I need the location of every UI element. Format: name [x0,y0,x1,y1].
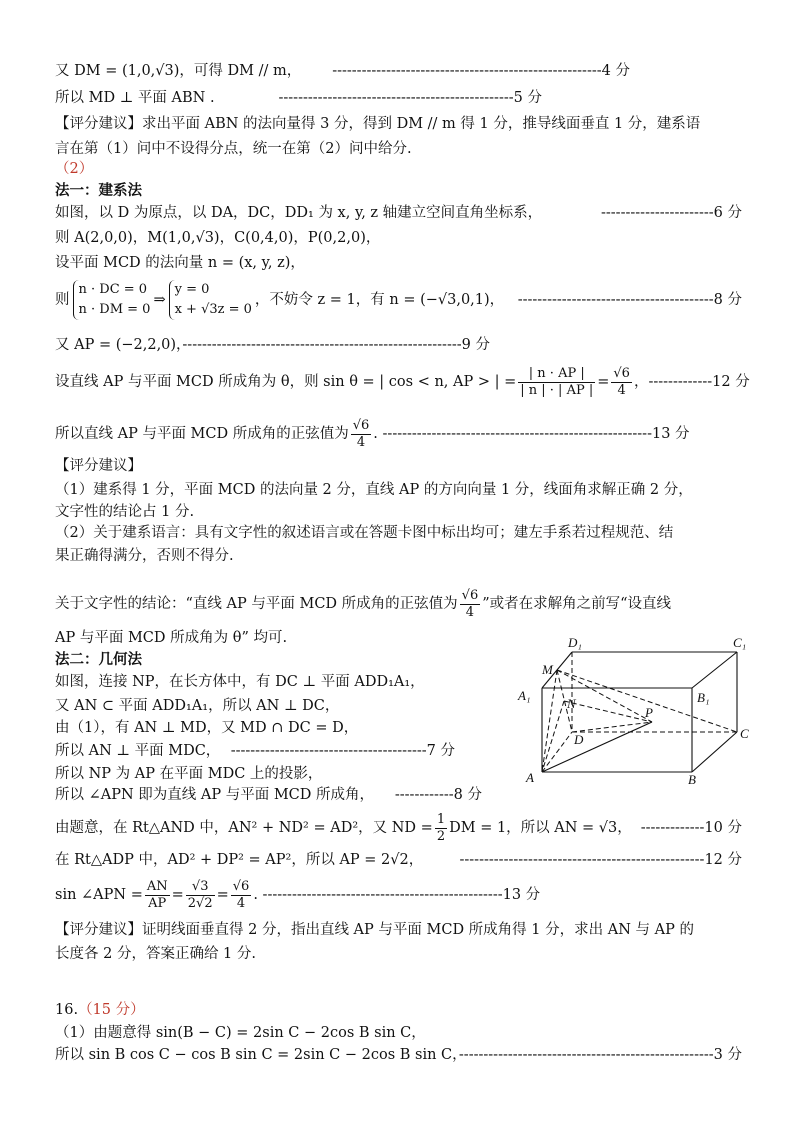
denominator: 4 [617,382,626,398]
text-line: 如图，以 D 为原点，以 DA，DC，DD₁ 为 x, y, z 轴建立空间直角坐标系， [55,205,543,221]
score-marker: --------------------------------------------------12 分 [459,852,742,868]
label-A: A [526,770,534,784]
label-D: D [574,732,584,747]
label-M: M [542,662,553,677]
text-line: 又 AN ⊂ 平面 ADD₁A₁，所以 AN ⊥ DC， [55,698,340,714]
grading-note [55,584,671,624]
equation-2: n · DM = 0 [78,302,151,317]
text-line [55,808,632,848]
text-line: 又 AP = (−2,2,0)， [55,337,191,353]
fraction [145,879,170,912]
text-line: 由题意，在 Rt△AND 中，AN² + ND² = AD²，又 ND = [55,820,433,836]
score-marker: ----------------------------------------8 分 [517,292,742,308]
grading-note: 长度各 2 分，答案正确给 1 分. [55,946,256,962]
denominator: | n | · | AP | [520,382,594,398]
score-marker: -----------------------6 分 [600,205,742,221]
denominator: 2 [436,828,446,844]
label-C1: C₁ [733,635,747,650]
numerator: | n · AP | [518,366,595,383]
grading-note: 果正确得满分，否则不得分. [55,548,234,564]
denominator: 4 [356,434,366,450]
score-marker: ------------8 分 [394,787,482,803]
text-line: 又 DM = (1,0,√3)，可得 DM // m， [55,63,302,79]
numerator: √6 [232,878,250,894]
label-B: B [688,772,696,784]
text-line: 所以 AN ⊥ 平面 MDC， [55,743,221,759]
part-number: （2） [55,161,94,177]
text-line: 则 A(2,0,0)，M(1,0,√3)，C(0,4,0)，P(0,2,0)， [55,230,381,246]
score-marker: . -------------------------------------------------13 分 [253,887,541,903]
fraction [518,366,595,399]
numerator: √3 [186,879,215,896]
method-heading: 法一：建系法 [55,182,142,199]
label-D1: D₁ [568,635,582,650]
text-line: DM = 1，所以 AN = √3， [449,820,632,836]
equation-4: x + √3z = 0 [174,302,252,317]
numerator: √6 [613,365,630,381]
fraction [186,879,215,912]
score-marker: ---------------------------------------------------------9 分 [182,337,490,353]
score-marker: ----------------------------------------7 分 [230,743,455,759]
denominator: 4 [236,895,246,911]
equation-3: y = 0 [174,282,210,297]
text-line: 所以直线 AP 与平面 MCD 所成角的正弦值为 [55,426,349,442]
text-line: sin ∠APN = [55,887,143,903]
label-C: C [740,726,749,741]
left-brace [169,280,252,320]
conclusion [55,414,690,454]
fraction [351,418,372,451]
text-line: 在 Rt△ADP 中，AD² + DP² = AP²，所以 AP = 2√2， [55,852,424,868]
score-marker: . -------------------------------------------------------13 分 [373,426,690,442]
text-line: 所以 sin B cos C − cos B sin C = 2sin C − 2cos B sin C， [55,1047,467,1063]
fraction [435,812,447,845]
text-line: ，不妨令 z = 1，有 n = (−√3,0,1)， [254,292,505,308]
denominator: 2√2 [187,895,213,911]
numerator: 1 [436,811,446,827]
score-marker: ，-------------12 分 [633,374,750,390]
cuboid-figure [512,632,752,784]
denominator: 4 [465,604,475,620]
label-A1: A₁ [518,688,531,703]
grading-note: （1）建系得 1 分，平面 MCD 的法向量 2 分，直线 AP 的方向向量 1 分，线面角求解正确 2 分， [55,482,693,498]
sine-formula [55,362,750,402]
equals-sign: = [597,374,610,390]
text-line: 关于文字性的结论：“直线 AP 与平面 MCD 所成角的正弦值为 [55,596,458,612]
fraction [611,366,632,399]
question-header [55,1000,145,1020]
text-line: 所以 ∠APN 即为直线 AP 与平面 MCD 所成角， [55,787,375,803]
score-marker: -------------------------------------------------------4 分 [332,63,630,79]
text-line: 设平面 MCD 的法向量 n = (x, y, z)， [55,255,305,271]
grading-note: 言在第（1）问中不设得分点，统一在第（2）问中给分. [55,141,412,157]
text-then: 则 [55,292,70,308]
implies-symbol: ⇒ [153,292,166,308]
equation-1: n · DC = 0 [78,282,148,297]
fraction [231,879,252,912]
grading-note: AP 与平面 MCD 所成角为 θ” 均可. [55,630,288,646]
score-marker: ------------------------------------------------5 分 [278,90,542,106]
text-line: 如图，连接 NP，在长方体中，有 DC ⊥ 平面 ADD₁A₁， [55,674,425,690]
text-line: 所以 MD ⊥ 平面 ABN . [55,90,215,106]
score-marker: ----------------------------------------------------3 分 [458,1047,742,1063]
score-marker: -------------10 分 [640,820,742,836]
grading-note: 文字性的结论占 1 分. [55,504,195,520]
grading-note: 【评分建议】 [55,458,142,474]
denominator: AP [148,895,167,911]
label-P: P [645,705,653,720]
sine-formula: sin ∠APN = $\frac{AN}{AP}$ = $\frac{√3}{2√2}$ = $\frac{√6}{4}$ . -------------------------------------------------13 分 [55,875,540,915]
text-line: 由（1），有 AN ⊥ MD，又 MD ∩ DC = D， [55,720,359,736]
numerator: √6 [352,417,370,433]
text-line: （1）由题意得 sin(B − C) = 2sin C − 2cos B sin C， [55,1025,426,1041]
equation-system [55,280,504,320]
method-heading: 法二：几何法 [55,651,142,668]
text-line: 设直线 AP 与平面 MCD 所成角为 θ，则 sin θ = | cos < n, AP > | = [55,374,517,390]
text-line: ”或者在求解角之前写“设直线 [482,596,672,612]
numerator: AN [146,878,168,894]
grading-note: 【评分建议】证明线面垂直得 2 分，指出直线 AP 与平面 MCD 所成角得 1 分，求出 AN 与 AP 的 [55,922,694,938]
left-brace [73,280,151,320]
fraction [460,588,481,621]
question-points: （15 分） [78,1002,145,1018]
grading-note: 【评分建议】求出平面 ABN 的法向量得 3 分，得到 DM // m 得 1 分，推导线面垂直 1 分，建系语 [55,116,701,132]
grading-note: （2）关于建系语言：具有文字性的叙述语言或在答题卡图中标出均可；建左手系若过程规范、结 [55,525,674,541]
question-number: 16. [55,1002,79,1018]
label-B1: B₁ [697,690,710,705]
label-N: N [567,696,576,711]
numerator: √6 [461,587,479,603]
text-line: 所以 NP 为 AP 在平面 MDC 上的投影， [55,766,323,782]
